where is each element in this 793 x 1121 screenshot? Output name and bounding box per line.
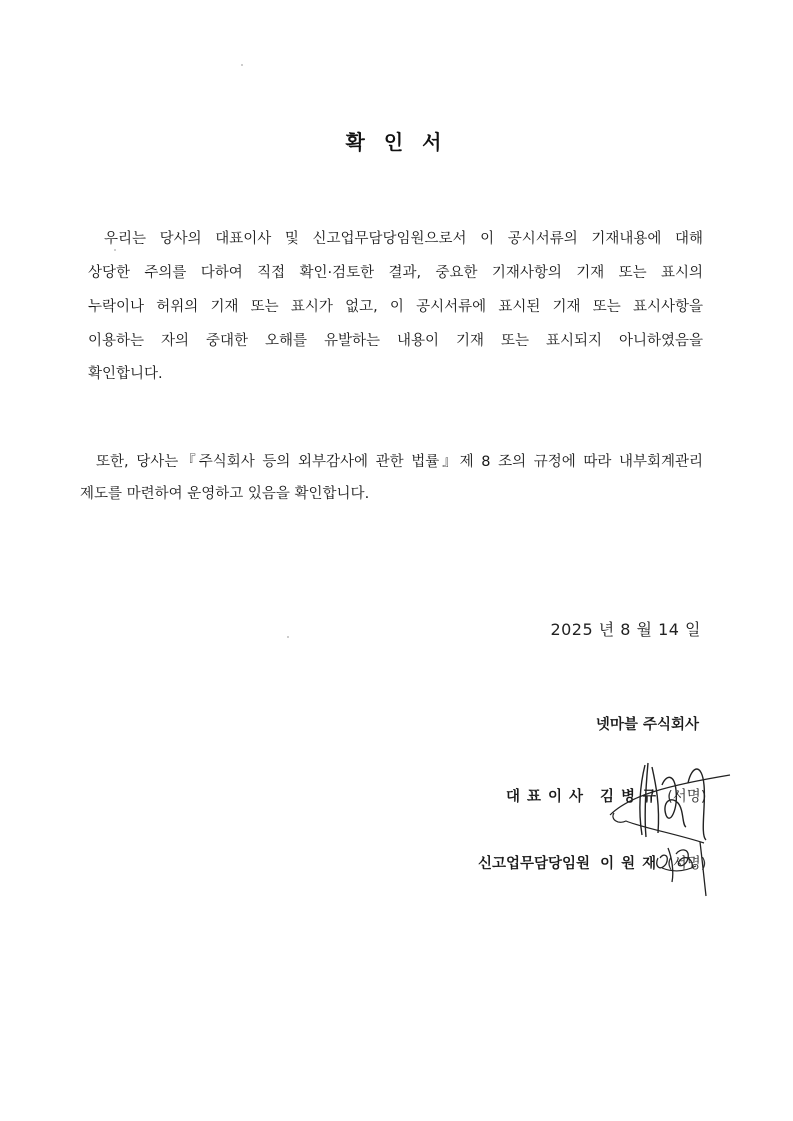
paragraph-line: 상당한 주의를 다하여 직접 확인·검토한 결과, 중요한 기재사항의 기재 또는 표시의 <box>88 265 703 281</box>
paragraph-line: 제도를 마련하여 운영하고 있음을 확인합니다. <box>80 486 370 502</box>
document-title: 확 인 서 <box>345 130 448 154</box>
signatory-ceo <box>506 785 706 806</box>
document-date: 2025 년 8 월 14 일 <box>550 620 701 639</box>
signatory-disclosure-officer <box>478 852 706 873</box>
signatory-role: 신고업무담당임원 <box>478 856 591 872</box>
paragraph-line: 누락이나 허위의 기재 또는 표시가 없고, 이 공시서류에 표시된 기재 또는 표시사항을 <box>88 299 703 315</box>
signatory-role: 대표이사 <box>506 789 591 805</box>
signature-mark-label: (서명) <box>667 789 707 805</box>
signatory-name: 김병규 <box>600 789 664 805</box>
paragraph-line: 우리는 당사의 대표이사 및 신고업무담당임원으로서 이 공시서류의 기재내용에 대해 <box>104 231 703 247</box>
signatory-name: 이원재 <box>600 856 664 872</box>
paragraph-line: 확인합니다. <box>88 366 163 382</box>
scan-speck <box>241 64 243 66</box>
paragraph-line: 이용하는 자의 중대한 오해를 유발하는 내용이 기재 또는 표시되지 아니하였음을 <box>88 333 703 349</box>
signature-mark-label: (서명) <box>667 856 707 872</box>
scan-speck <box>114 249 116 251</box>
paragraph-line: 또한, 당사는『주식회사 등의 외부감사에 관한 법률』제 8 조의 규정에 따라 내부회계관리 <box>96 454 703 470</box>
scan-speck <box>287 636 289 638</box>
company-name: 넷마블 주식회사 <box>595 717 699 733</box>
